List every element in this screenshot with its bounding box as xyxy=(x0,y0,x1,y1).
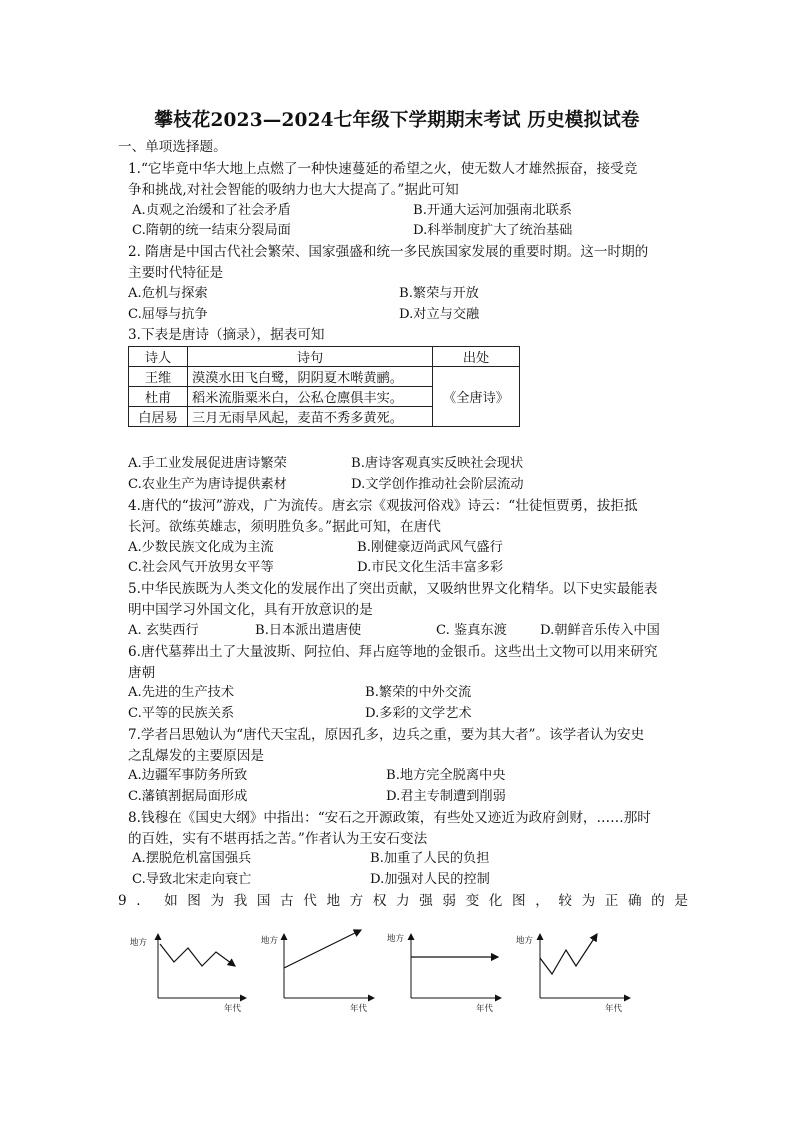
q5-option-b: B.日本派出遣唐使 xyxy=(255,623,362,638)
poet-cell: 杜甫 xyxy=(129,387,188,407)
verse-cell: 三月无雨旱风起，麦苗不秀多黄死。 xyxy=(188,407,433,427)
q6-option-a: A.先进的生产技术 xyxy=(128,685,235,700)
y-axis-label: 地方 xyxy=(516,936,534,946)
q8-option-c: C.导致北宋走向衰亡 xyxy=(132,872,252,887)
q8-option-b: B.加重了人民的负担 xyxy=(370,851,490,866)
y-axis-label: 地方 xyxy=(130,938,148,948)
q3-option-a: A.手工业发展促进唐诗繁荣 xyxy=(128,456,287,471)
q6-stem-line-1: 6.唐代墓葬出土了大量波斯、阿拉伯、拜占庭等地的金银币。这些出土文物可以用来研究 xyxy=(128,644,658,660)
q7-option-d: D.君主专制遭到削弱 xyxy=(386,789,506,804)
x-axis-label: 年代 xyxy=(605,1004,623,1014)
q7-stem-line-2: 之乱爆发的主要原因是 xyxy=(128,748,264,764)
q7-option-a: A.边疆军事防务所致 xyxy=(128,768,248,783)
table-header-cell: 诗句 xyxy=(188,347,433,367)
verse-cell: 漠漠水田飞白鹭，阴阴夏木啭黄鹂。 xyxy=(188,367,433,387)
x-axis-label: 年代 xyxy=(476,1004,494,1014)
q7-option-c: C.藩镇割据局面形成 xyxy=(128,789,248,804)
chart-d xyxy=(514,928,634,1014)
chart-b xyxy=(258,928,378,1014)
q8-option-a: A.摆脱危机富国强兵 xyxy=(132,851,252,866)
x-axis-label: 年代 xyxy=(224,1004,242,1014)
table-header-cell: 出处 xyxy=(433,347,520,367)
q4-option-a: A.少数民族文化成为主流 xyxy=(128,540,274,555)
q5-stem-line-2: 明中国学习外国文化，具有开放意识的是 xyxy=(128,602,373,618)
q7-stem-line-1: 7.学者吕思勉认为“唐代天宝乱，原因孔多，边兵之重，要为其大者”。该学者认为安史 xyxy=(128,727,645,743)
q1-option-b: B.开通大运河加强南北联系 xyxy=(413,203,572,218)
q2-option-d: D.对立与交融 xyxy=(399,307,480,322)
q6-stem-line-2: 唐朝 xyxy=(128,665,156,681)
q1-option-d: D.科举制度扩大了统治基础 xyxy=(413,223,573,238)
q8-stem-line-1: 8.钱穆在《国史大纲》中指出：“安石之开源政策，有些处又迹近为政府剑财，……那时 xyxy=(128,810,651,826)
table-row xyxy=(129,367,520,387)
q1-option-c: C.隋朝的统一结束分裂局面 xyxy=(132,223,291,238)
q2-option-c: C.屈辱与抗争 xyxy=(128,307,208,322)
trend-line xyxy=(284,930,361,968)
source-cell: 《全唐诗》 xyxy=(433,367,520,427)
poet-cell: 白居易 xyxy=(129,407,188,427)
chart-c xyxy=(385,928,505,1014)
trend-line xyxy=(160,944,235,966)
q4-option-b: B.刚健豪迈尚武风气盛行 xyxy=(357,540,503,555)
q5-option-a: A. 玄奘西行 xyxy=(128,623,199,638)
page-title: 攀枝花2023—2024七年级下学期期末考试 历史模拟试卷 xyxy=(154,110,640,131)
q4-stem-line-2: 长河。欲练英雄志，须明胜负多。”据此可知，在唐代 xyxy=(128,519,441,535)
q5-option-d: D.朝鲜音乐传入中国 xyxy=(540,623,660,638)
q3-stem: 3.下表是唐诗（摘录），据表可知 xyxy=(128,327,325,343)
chart-a xyxy=(130,928,250,1014)
q2-option-b: B.繁荣与开放 xyxy=(399,286,479,301)
q1-option-a: A.贞观之治缓和了社会矛盾 xyxy=(132,203,291,218)
q6-option-b: B.繁荣的中外交流 xyxy=(365,685,472,700)
q5-option-c: C. 鉴真东渡 xyxy=(436,623,507,638)
q1-stem-line-1: 1.“它毕竟中华大地上点燃了一种快速蔓延的希望之火，使无数人才雄然振奋，接受竞 xyxy=(128,161,638,177)
q6-option-d: D.多彩的文学艺术 xyxy=(365,706,472,721)
x-axis-label: 年代 xyxy=(350,1004,368,1014)
trend-line xyxy=(540,934,597,974)
q3-option-c: C.农业生产为唐诗提供素材 xyxy=(128,477,287,492)
q8-option-d: D.加强对人民的控制 xyxy=(370,872,490,887)
table-header-cell: 诗人 xyxy=(129,347,188,367)
q9-stem: 9. 如图为我国古代地方权力强弱变化图，较为正确的是 xyxy=(118,893,698,909)
q4-stem-line-1: 4.唐代的“拔河”游戏，广为流传。唐玄宗《观拔河俗戏》诗云：“壮徒恒贾勇，拔拒抵 xyxy=(128,498,638,514)
q7-option-b: B.地方完全脱离中央 xyxy=(386,768,506,783)
q2-stem-line-2: 主要时代特征是 xyxy=(128,265,224,281)
table-header-row xyxy=(129,347,520,367)
q2-option-a: A.危机与探索 xyxy=(128,286,208,301)
y-axis-label: 地方 xyxy=(387,934,405,944)
q1-stem-line-2: 争和挑战,对社会智能的吸纳力也大大提高了。”据此可知 xyxy=(128,182,459,198)
q3-option-d: D.文学创作推动社会阶层流动 xyxy=(351,477,524,492)
poet-cell: 王维 xyxy=(129,367,188,387)
q3-option-b: B.唐诗客观真实反映社会现状 xyxy=(351,456,524,471)
q6-option-c: C.平等的民族关系 xyxy=(128,706,235,721)
q8-stem-line-2: 的百姓，实有不堪再括之苦。”作者认为王安石变法 xyxy=(128,831,428,847)
section-heading: 一、单项选择题。 xyxy=(118,139,227,155)
q5-stem-line-1: 5.中华民族既为人类文化的发展作出了突出贡献，又吸纳世界文化精华。以下史实最能表 xyxy=(128,581,658,597)
q4-option-d: D.市民文化生活丰富多彩 xyxy=(357,560,504,575)
q4-option-c: C.社会风气开放男女平等 xyxy=(128,560,274,575)
q2-stem-line-1: 2. 隋唐是中国古代社会繁荣、国家强盛和统一多民族国家发展的重要时期。这一时期的 xyxy=(128,244,649,260)
verse-cell: 稻米流脂粟米白，公私仓廪俱丰实。 xyxy=(188,387,433,407)
y-axis-label: 地方 xyxy=(261,936,279,946)
poem-table xyxy=(128,346,520,427)
